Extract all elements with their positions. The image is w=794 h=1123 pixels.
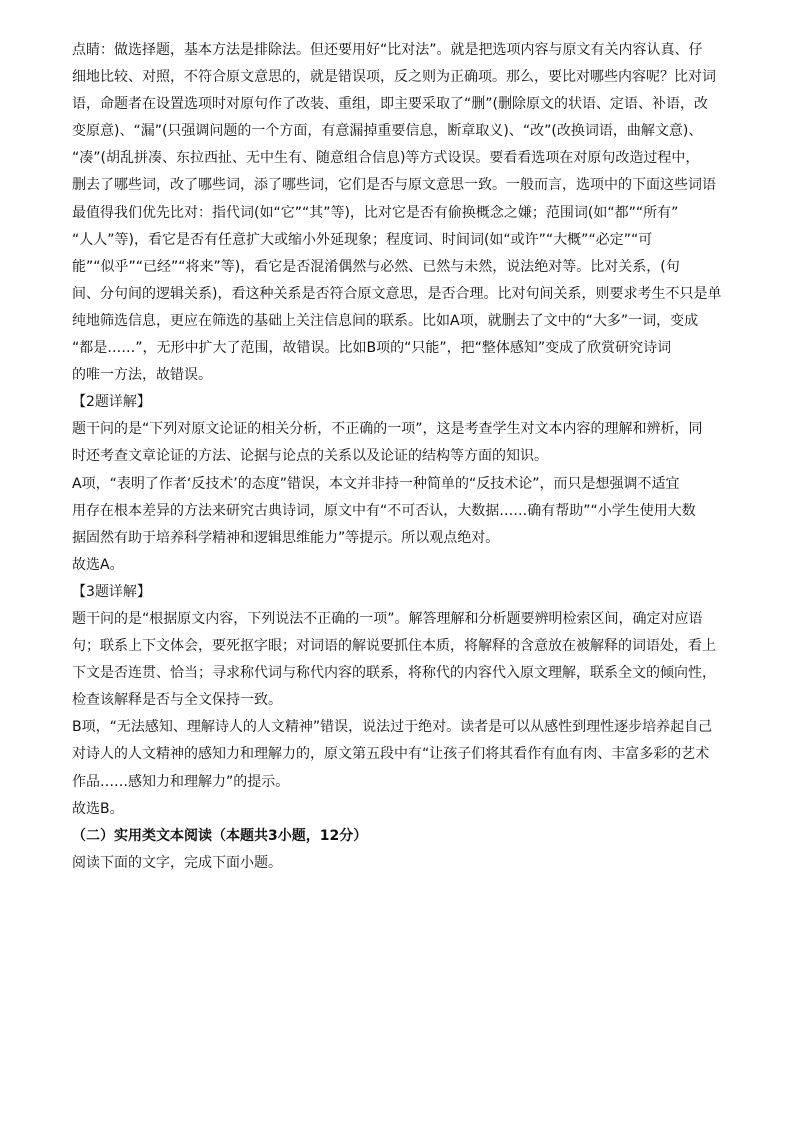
text-line: 能”“似乎”“已经”“将来”等)，看它是否混淆偶然与必然、已然与未然，说法绝对等。比对关系，(句 — [72, 258, 680, 275]
text-line: 题干问的是“下列对原文论证的相关分析，不正确的一项”，这是考查学生对文本内容的理解和辨析，同 — [72, 421, 703, 438]
text-line: 最值得我们优先比对：指代词(如“它”“其”等)，比对它是否有偷换概念之嫌；范围词(如“都”“所有” — [72, 204, 679, 221]
text-line: “都是……”，无形中扩大了范围，故错误。比如B项的“只能”，把“整体感知”变成了欣赏研究诗词 — [72, 340, 672, 357]
document-page — [72, 37, 738, 877]
text-line: 作品……感知力和理解力”的提示。 — [72, 773, 290, 790]
text-line: 用存在根本差异的方法来研究古典诗词，原文中有“不可否认，大数据……确有帮助”“小学生使用大数 — [72, 502, 696, 519]
text-line: 句；联系上下文体会，要死抠字眼；对词语的解说要抓住本质，将解释的含意放在被解释的词语处，看上 — [72, 638, 716, 655]
question-3-heading: 【3题详解】 — [72, 583, 151, 600]
text-line: 下文是否连贯、恰当；寻求称代词与称代内容的联系，将称代的内容代入原文理解，联系全文的倾向性， — [72, 665, 716, 682]
text-line: B项，“无法感知、理解诗人的人文精神”错误，说法过于绝对。读者是可以从感性到理性逐步培养起自己 — [72, 719, 713, 736]
text-line: 删去了哪些词，改了哪些词，添了哪些词，它们是否与原文意思一致。一般而言，选项中的下面这些词语 — [72, 177, 716, 194]
answer-line: 故选A。 — [72, 556, 124, 573]
text-line: 检查该解释是否与全文保持一致。 — [72, 692, 282, 709]
text-line: “凑”(胡乱拼凑、东拉西扯、无中生有、随意组合信息)等方式设误。要看看选项在对原句改造过程中， — [72, 150, 700, 167]
text-line: 题干问的是“根据原文内容，下列说法不正确的一项”。解答理解和分析题要辨明检索区间，确定对应语 — [72, 610, 703, 627]
text-line: 对诗人的人文精神的感知力和理解力的，原文第五段中有“让孩子们将其看作有血有肉、丰富多彩的艺术 — [72, 746, 710, 763]
text-line: 间、分句间的逻辑关系)，看这种关系是否符合原文意思，是否合理。比对句间关系，则要求考生不只是单 — [72, 285, 722, 302]
question-3-explanation — [72, 606, 738, 823]
section-2-instruction: 阅读下面的文字，完成下面小题。 — [72, 854, 282, 871]
text-line: 纯地筛选信息，更应在筛选的基础上关注信息间的联系。比如A项，就删去了文中的“大多”一词，变成 — [72, 312, 699, 329]
question-2-explanation — [72, 416, 738, 579]
question-2-heading: 【2题详解】 — [72, 394, 151, 411]
text-line: 变原意)、“漏”(只强调问题的一个方面，有意漏掉重要信息，断章取义)、“改”(改换词语，曲解文意)、 — [72, 123, 703, 140]
explanation-paragraph — [72, 37, 738, 389]
text-line: 点睛：做选择题，基本方法是排除法。但还要用好“比对法”。就是把选项内容与原文有关内容认真、仔 — [72, 42, 703, 58]
text-line: 的唯一方法，故错误。 — [72, 367, 212, 384]
answer-line: 故选B。 — [72, 800, 124, 817]
text-line: 据固然有助于培养科学精神和逻辑思维能力”等提示。所以观点绝对。 — [72, 529, 500, 546]
text-line: “人人”等)，看它是否有任意扩大或缩小外延现象；程度词、时间词(如“或许”“大概”“必定”“可 — [72, 231, 653, 248]
text-line: 时还考查文章论证的方法、论据与论点的关系以及论证的结构等方面的知识。 — [72, 448, 548, 465]
text-line: 细地比较、对照，不符合原文意思的，就是错误项，反之则为正确项。那么，要比对哪些内容呢？比对词 — [72, 69, 716, 86]
text-line: A项，“表明了作者‘反技术’的态度”错误，本文并非持一种简单的“反技术论”，而只是想强调不适宜 — [72, 475, 680, 492]
text-line: 语，命题者在设置选项时对原句作了改装、重组，即主要采取了“删”(删除原文的状语、定语、补语，改 — [72, 96, 708, 113]
section-2-heading: （二）实用类文本阅读（本题共3小题，12分） — [72, 827, 368, 844]
